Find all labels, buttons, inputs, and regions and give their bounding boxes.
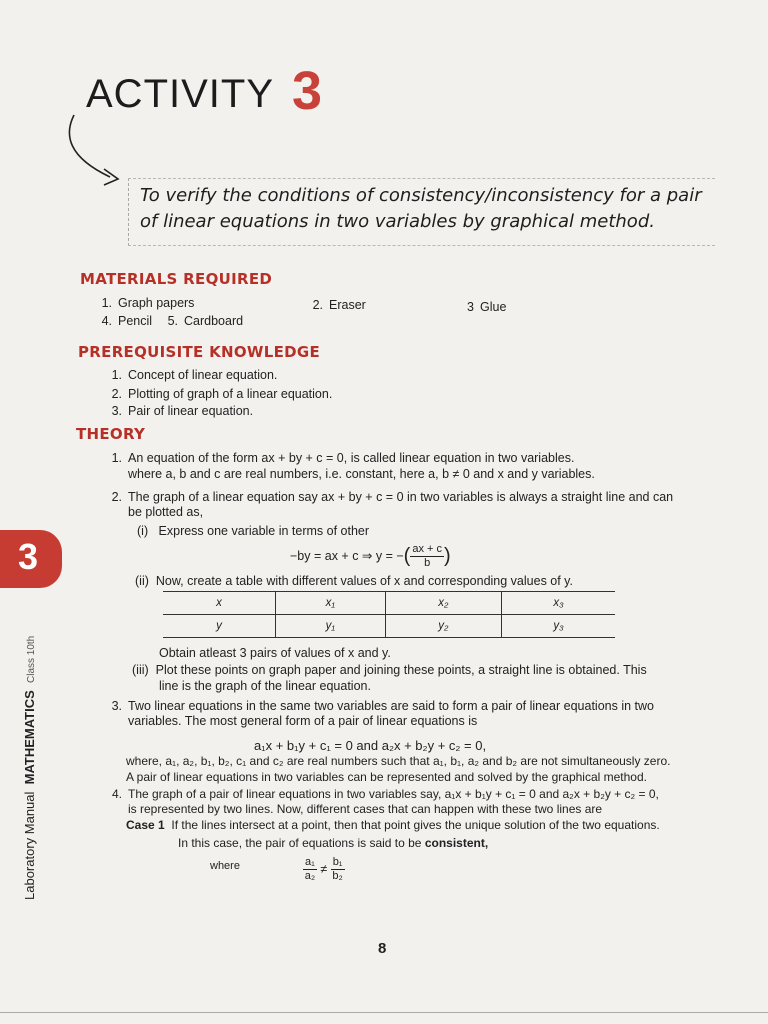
step-ii: (ii) Now, create a table with different values of x and corresponding values of y.	[135, 574, 573, 588]
table-cell: y₂	[385, 615, 501, 638]
formula-y: −by = ax + c ⇒ y = −( $\frac{ax + c}{b}$ )	[290, 543, 451, 569]
xy-values-table	[163, 591, 615, 638]
table-cell: y	[163, 615, 276, 638]
prerequisite-heading: PREREQUISITE KNOWLEDGE	[78, 343, 321, 361]
pair-solve: A pair of linear equations in two variables can be represented and solved by the graphical method.	[126, 770, 647, 784]
theory-point-1-line: where a, b and c are real numbers, i.e. constant, here a, b ≠ 0 and x and y variables.	[128, 467, 595, 481]
consistency-condition: $\frac{\text{a₁}}{\text{a₂}}$ ≠ $\frac{\text{b₁}}{\text{b₂}}$	[304, 856, 343, 882]
theory-point-3-line: 3. Two linear equations in the same two variables are said to form a pair of linear equations in two	[111, 699, 654, 713]
vertical-book-label: Laboratory Manual MATHEMATICS Class 10th	[22, 635, 37, 900]
objective-text: To verify the conditions of consistency/inconsistency for a pair of linear equations in two variables by graphical method.	[140, 185, 702, 232]
page-number: 8	[378, 940, 387, 957]
table-row-x	[163, 592, 615, 615]
table-cell: x	[163, 592, 276, 615]
table-cell: x₂	[385, 592, 501, 615]
prerequisite-item: 2. Plotting of graph of a linear equation.	[111, 387, 333, 401]
theory-heading: THEORY	[76, 425, 146, 443]
theory-point-4-line: is represented by two lines. Now, different cases that can happen with these two lines are	[128, 802, 603, 816]
pair-where: where, a₁, a₂, b₁, b₂, c₁ and c₂ are real numbers such that a₁, b₁, a₂ and b₂ are not simultaneously zero.	[126, 754, 671, 768]
theory-point-2-line: 2. The graph of a linear equation say ax + by + c = 0 in two variables is always a straight line and can	[111, 490, 674, 504]
pair-equations: a₁x + b₁y + c₁ = 0 and a₂x + b₂y + c₂ = 0,	[254, 738, 487, 753]
step-iii: (iii) Plot these points on graph paper and joining these points, a straight line is obtained. This	[132, 663, 647, 677]
step-i: (i) Express one variable in terms of other	[137, 524, 370, 538]
material-item: 1. Graph papers	[101, 296, 195, 310]
theory-point-4-line: 4. The graph of a pair of linear equations in two variables say, a₁x + b₁y + c₁ = 0 and a₂x + b₂y + c₂ = 0,	[111, 787, 659, 801]
theory-point-3-line: variables. The most general form of a pair of linear equations is	[128, 714, 478, 728]
table-cell: y₃	[502, 615, 615, 638]
bottom-rule	[0, 1012, 768, 1013]
case-1-line: In this case, the pair of equations is said to be consistent,	[178, 836, 489, 850]
materials-heading: MATERIALS REQUIRED	[80, 270, 273, 288]
theory-point-2-line: be plotted as,	[128, 505, 204, 519]
case-1: Case 1 If the lines intersect at a point, then that point gives the unique solution of the two equations.	[126, 818, 660, 832]
material-item: 5. Cardboard	[167, 314, 244, 328]
table-note: Obtain atleast 3 pairs of values of x and y.	[159, 646, 391, 660]
material-item: 3 Glue	[467, 300, 507, 314]
step-iii-line: line is the graph of the linear equation.	[159, 679, 371, 693]
prerequisite-item: 1. Concept of linear equation.	[111, 368, 278, 382]
theory-point-1-line: 1. An equation of the form ax + by + c = 0, is called linear equation in two variables.	[111, 451, 575, 465]
activity-title: ACTIVITY	[86, 72, 275, 116]
prerequisite-item: 3. Pair of linear equation.	[111, 404, 254, 418]
material-item: 4. Pencil	[101, 314, 153, 328]
material-item: 2. Eraser	[312, 298, 366, 312]
table-cell: x₁	[276, 592, 386, 615]
table-cell: x₃	[502, 592, 615, 615]
activity-number: 3	[292, 61, 323, 121]
where-label: where	[210, 860, 240, 872]
table-cell: y₁	[276, 615, 386, 638]
table-row-y	[163, 615, 615, 638]
chapter-tab-number: 3	[18, 536, 39, 577]
